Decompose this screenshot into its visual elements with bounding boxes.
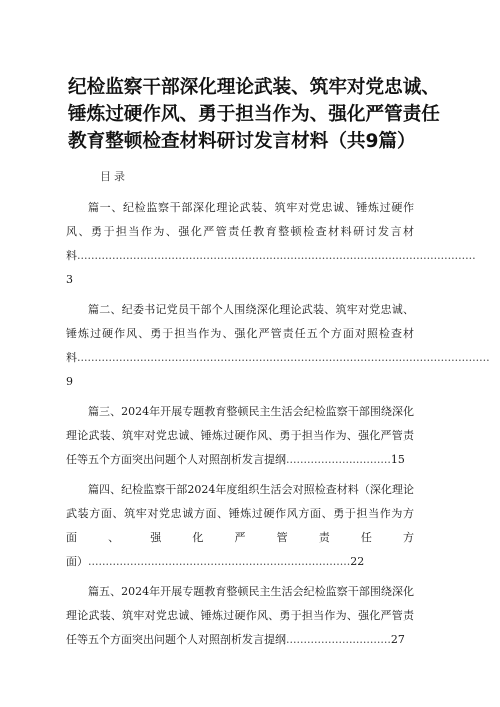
toc-dot-leader: ........................................................................... — [88, 555, 351, 568]
toc-page-number: 22 — [350, 555, 365, 568]
toc-entry-4[interactable] — [66, 478, 414, 574]
toc-page-number: 3 — [66, 273, 73, 286]
toc-dot-leader: ...................................................................................................................... — [77, 351, 490, 364]
document-title: 纪检监察干部深化理论武装、筑牢对党忠诚、锤炼过硬作风、勇于担当作为、强化严管责任教育整顿检查材料研讨发言材料（共9篇） — [68, 77, 440, 152]
toc-heading: 目录 — [100, 170, 128, 183]
toc-dot-leader: .................................................................................................................. — [77, 249, 476, 262]
toc-entry-1[interactable] — [66, 196, 476, 292]
toc-entry-text: 篇一、纪检监察干部深化理论武装、筑牢对党忠诚、锤炼过硬作风、勇于担当作为、强化严管责任教育整顿检查材料研讨发言材料 — [66, 201, 414, 262]
toc-dot-leader: .............................. — [286, 453, 391, 466]
toc-entry-text: 篇四、纪检监察干部2024年度组织生活会对照检查材料（深化理论武装方面、筑牢对党忠诚方面、锤炼过硬作风方面、勇于担当作为方面、强化严管责任方面） — [66, 483, 414, 568]
table-of-contents — [66, 196, 490, 658]
toc-entry-3[interactable] — [66, 400, 414, 472]
toc-page-number: 15 — [390, 453, 405, 466]
toc-entry-text: 篇五、2024年开展专题教育整顿民主生活会纪检监察干部围绕深化理论武装、筑牢对党忠诚、锤炼过硬作风、勇于担当作为、强化严管责任等五个方面突出问题个人对照剖析发言提纲 — [66, 585, 414, 646]
toc-page-number: 9 — [66, 375, 73, 388]
toc-page-number: 27 — [390, 633, 405, 646]
toc-dot-leader: .............................. — [286, 633, 391, 646]
toc-entry-5[interactable] — [66, 580, 414, 652]
toc-entry-text: 篇二、纪委书记党员干部个人围绕深化理论武装、筑牢对党忠诚、锤炼过硬作风、勇于担当作为、强化严管责任五个方面对照检查材料 — [66, 303, 414, 364]
toc-entry-2[interactable] — [66, 298, 490, 394]
toc-entry-text: 篇三、2024年开展专题教育整顿民主生活会纪检监察干部围绕深化理论武装、筑牢对党忠诚、锤炼过硬作风、勇于担当作为、强化严管责任等五个方面突出问题个人对照剖析发言提纲 — [66, 405, 414, 466]
